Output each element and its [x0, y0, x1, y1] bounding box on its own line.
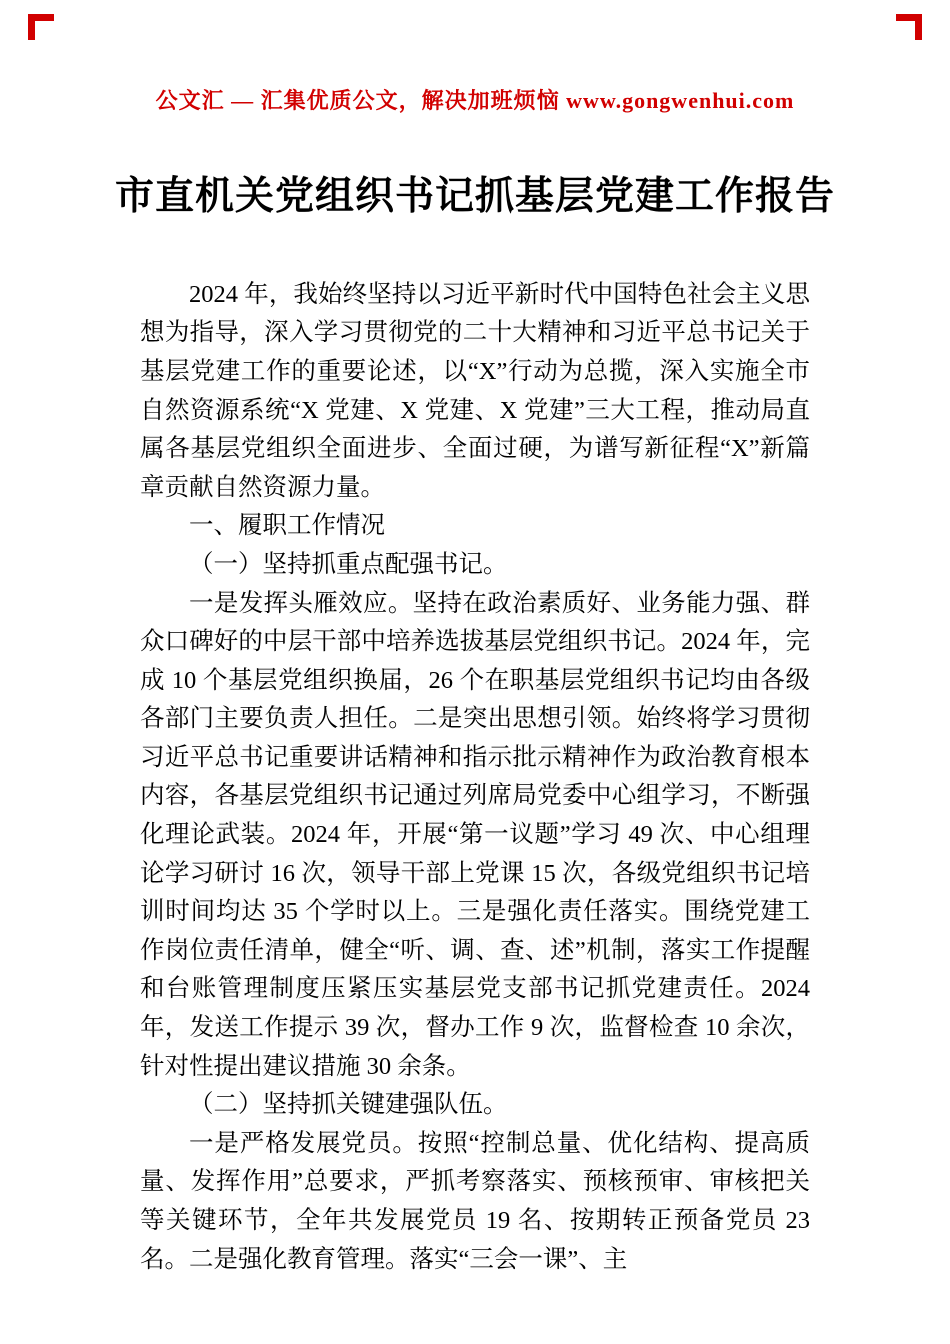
- subsection-heading-1-1: （一）坚持抓重点配强书记。: [189, 550, 508, 578]
- document-body: [140, 276, 810, 1279]
- paragraph-body-2: 一是严格发展党员。按照“控制总量、优化结构、提高质量、发挥作用”总要求，严抓考察落实、预核预审、审核把关等关键环节，全年共发展党员 19 名、按期转正预备党员 23 名。二是强化教育管理。落实“三会一课”、主: [140, 1129, 810, 1273]
- banner-text: 公文汇 — 汇集优质公文，解决加班烦恼 www.gongwenhui.com: [155, 88, 795, 113]
- document-title: 市直机关党组织书记抓基层党建工作报告: [114, 175, 835, 218]
- paragraph-intro: 2024 年，我始终坚持以习近平新时代中国特色社会主义思想为指导，深入学习贯彻党的二十大精神和习近平总书记关于基层党建工作的重要论述，以“X”行动为总揽，深入实施全市自然资源系统“X 党建、X 党建、X 党建”三大工程，推动局直属各基层党组织全面进步、全面过硬，为谱写新征程“X”新篇章贡献自然资源力量。: [140, 280, 810, 501]
- subsection-heading-1-2: （二）坚持抓关键建强队伍。: [189, 1091, 508, 1119]
- paragraph-body-1: 一是发挥头雁效应。坚持在政治素质好、业务能力强、群众口碑好的中层干部中培养选拔基层党组织书记。2024 年，完成 10 个基层党组织换届，26 个在职基层党组织书记均由各级各部门主要负责人担任。二是突出思想引领。始终将学习贯彻习近平总书记重要讲话精神和指示批示精神作为政治教育根本内容，各基层党组织书记通过列席局党委中心组学习，不断强化理论武装。2024 年，开展“第一议题”学习 49 次、中心组理论学习研讨 16 次，领导干部上党课 15 次，各级党组织书记培训时间均达 35 个学时以上。三是强化责任落实。围绕党建工作岗位责任清单，健全“听、调、查、述”机制，落实工作提醒和台账管理制度压紧压实基层党支部书记抓党建责任。2024 年，发送工作提示 39 次，督办工作 9 次，监督检查 10 余次，针对性提出建议措施 30 余条。: [140, 589, 810, 1080]
- corner-mark-left-icon: [28, 14, 54, 40]
- section-heading-1: 一、履职工作情况: [189, 512, 385, 540]
- corner-mark-right-icon: [896, 14, 922, 40]
- site-banner: [0, 0, 950, 115]
